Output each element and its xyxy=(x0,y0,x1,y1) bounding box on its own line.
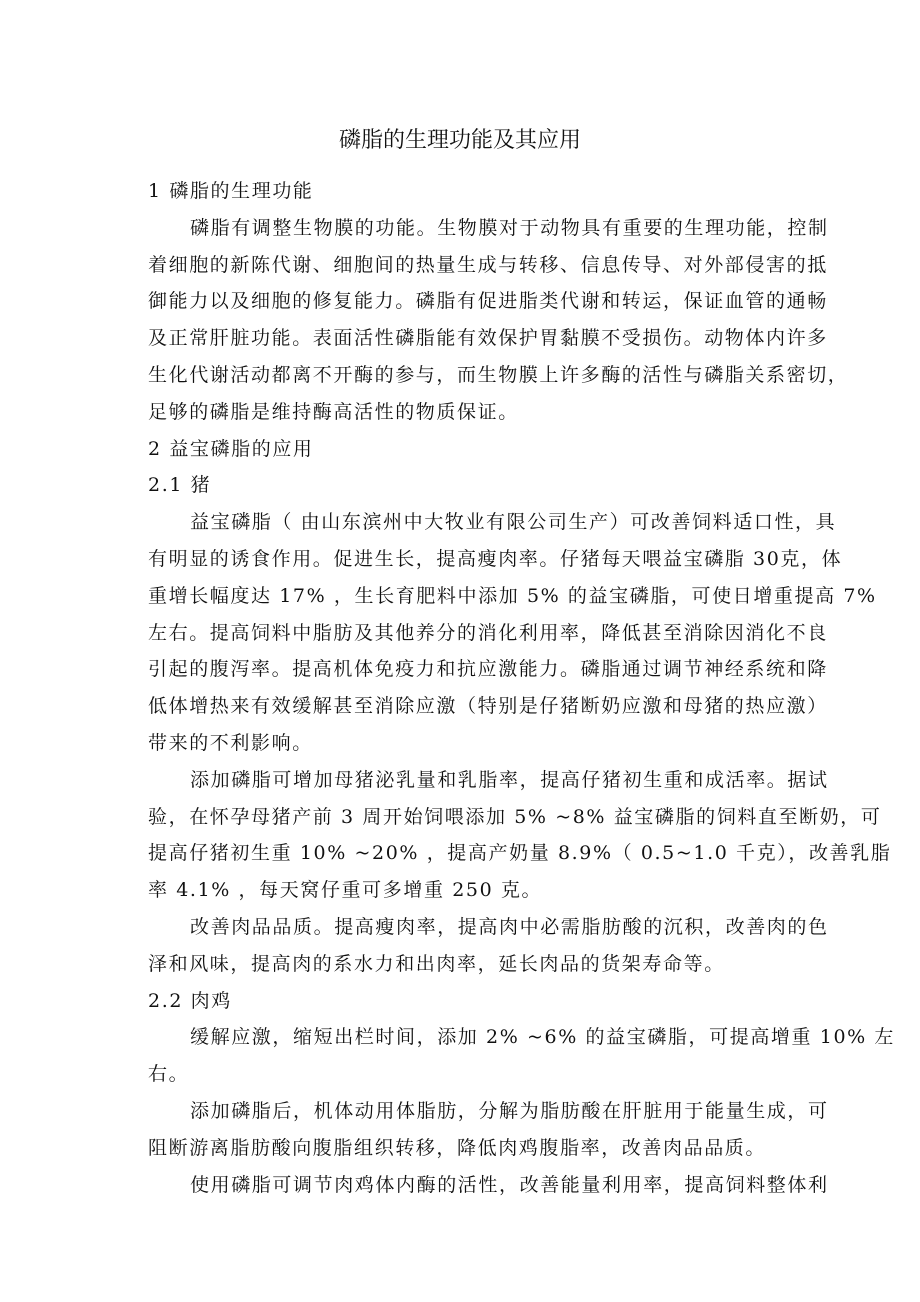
heading-text: 2.1 猪 xyxy=(148,474,212,497)
paragraph-line: 御能力以及细胞的修复能力。磷脂有促进脂类代谢和转运，保证血管的通畅 xyxy=(148,290,828,313)
paragraph-line: 左右。提高饲料中脂肪及其他养分的消化利用率，降低甚至消除因消化不良 xyxy=(148,621,828,644)
document-body xyxy=(148,173,896,1203)
paragraph-line: 着细胞的新陈代谢、细胞间的热量生成与转移、信息传导、对外部侵害的抵 xyxy=(148,253,828,276)
section-heading xyxy=(148,431,788,468)
paragraph-line: 验，在怀孕母猪产前 3 周开始饲喂添加 5% ~8% 益宝磷脂的饲料直至断奶，可 xyxy=(148,805,882,828)
paragraph-line: 引起的腹泻率。提高机体免疫力和抗应激能力。磷脂通过调节神经系统和降 xyxy=(148,658,828,681)
heading-text: 2 益宝磷脂的应用 xyxy=(148,437,314,460)
paragraph-line: 磷脂有调整生物膜的功能。生物膜对于动物具有重要的生理功能，控制 xyxy=(190,216,829,239)
paragraph-line: 提高仔猪初生重 10% ~20% ，提高产奶量 8.9%（ 0.5~1.0 千克），改善乳脂 xyxy=(148,842,892,865)
paragraph-line: 右。 xyxy=(148,1063,190,1086)
paragraph-line: 有明显的诱食作用。促进生长，提高瘦肉率。仔猪每天喂益宝磷脂 30克，体 xyxy=(148,547,843,570)
paragraph-line: 添加磷脂后，机体动用体脂肪，分解为脂肪酸在肝脏用于能量生成，可 xyxy=(190,1099,829,1122)
paragraph-line: 低体增热来有效缓解甚至消除应激（特别是仔猪断奶应激和母猪的热应激） xyxy=(148,695,828,718)
paragraph xyxy=(148,1167,829,1204)
paragraph-line: 足够的磷脂是维持酶高活性的物质保证。 xyxy=(148,400,519,423)
paragraph-line: 重增长幅度达 17% ，生长育肥料中添加 5% 的益宝磷脂，可使日增重提高 7% xyxy=(148,584,877,607)
paragraph xyxy=(148,504,877,762)
paragraph xyxy=(148,909,829,983)
paragraph-line: 及正常肝脏功能。表面活性磷脂能有效保护胃黏膜不受损伤。动物体内许多 xyxy=(148,327,828,350)
section-heading xyxy=(148,173,788,210)
paragraph-line: 生化代谢活动都离不开酶的参与，而生物膜上许多酶的活性与磷脂关系密切， xyxy=(148,363,849,386)
section-heading xyxy=(148,467,788,504)
section-heading xyxy=(148,983,788,1020)
paragraph-line: 率 4.1% ，每天窝仔重可多增重 250 克。 xyxy=(148,879,543,902)
paragraph xyxy=(148,1019,896,1093)
paragraph-line: 阻断游离脂肪酸向腹脂组织转移，降低肉鸡腹脂率，改善肉品品质。 xyxy=(148,1136,767,1159)
heading-text: 1 磷脂的生理功能 xyxy=(148,180,314,202)
paragraph-line: 益宝磷脂（ 由山东滨州中大牧业有限公司生产）可改善饲料适口性，具 xyxy=(190,511,837,534)
paragraph-line: 带来的不利影响。 xyxy=(148,731,313,754)
paragraph xyxy=(148,210,849,431)
document-title: 磷脂的生理功能及其应用 xyxy=(338,128,581,153)
paragraph xyxy=(148,762,892,909)
paragraph-line: 添加磷脂可增加母猪泌乳量和乳脂率，提高仔猪初生重和成活率。据试 xyxy=(190,768,829,791)
heading-text: 2.2 肉鸡 xyxy=(148,989,232,1012)
paragraph-line: 改善肉品品质。提高瘦肉率，提高肉中必需脂肪酸的沉积，改善肉的色 xyxy=(190,915,829,938)
paragraph-line: 缓解应激，缩短出栏时间，添加 2% ~6% 的益宝磷脂，可提高增重 10% 左 xyxy=(190,1026,896,1049)
paragraph-line: 使用磷脂可调节肉鸡体内酶的活性，改善能量利用率，提高饲料整体利 xyxy=(190,1173,829,1196)
paragraph xyxy=(148,1093,829,1167)
paragraph-line: 泽和风味，提高肉的系水力和出肉率，延长肉品的货架寿命等。 xyxy=(148,952,725,975)
